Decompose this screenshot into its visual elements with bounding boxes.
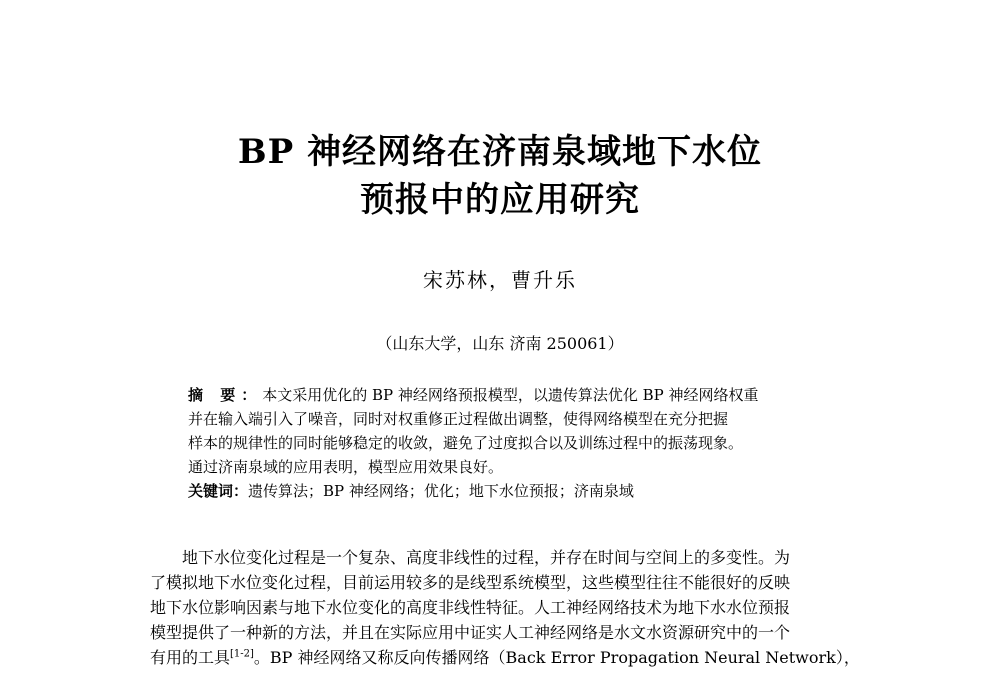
body-line: 模型提供了一种新的方法，并且在实际应用中证实人工神经网络是水文水资源研究中的一个 [150,623,791,642]
keywords-text: 遗传算法；BP 神经网络；优化；地下水位预报；济南泉域 [248,482,634,500]
abstract-line: 样本的规律性的同时能够稳定的收敛，避免了过度拟合以及训练过程中的振荡现象。 [188,434,744,452]
abstract-text: 本文采用优化的 BP 神经网络预报模型，以遗传算法优化 BP 神经网络权重 [262,386,759,404]
authors: 宋苏林，曹升乐 [423,268,577,292]
body-line: 地下水位变化过程是一个复杂、高度非线性的过程，并存在时间与空间上的多变性。为 [182,548,791,567]
abstract-label: 摘 要： [188,386,263,404]
body-line: 了模拟地下水位变化过程，目前运用较多的是线型系统模型，这些模型往往不能很好的反映 [150,573,791,592]
paper-title-line-1: BP 神经网络在济南泉域地下水位 [237,132,763,172]
abstract-block [188,383,828,503]
body-line: 地下水位影响因素与地下水位变化的高度非线性特征。人工神经网络技术为地下水水位预报 [150,598,791,617]
body-line [150,645,860,670]
body-paragraph [150,545,860,670]
abstract-line: 通过济南泉域的应用表明，模型应用效果良好。 [188,458,504,476]
abstract-line [188,383,828,407]
body-text-segment: 。BP 神经网络又称反向传播网络（Back Error Propagation Neural Network）， [253,648,860,667]
citation-ref: [1-2] [230,648,254,660]
affiliation: （山东大学，山东 济南 250061） [376,334,624,353]
paper-title-line-2: 预报中的应用研究 [360,180,640,220]
abstract-line: 并在输入端引入了噪音，同时对权重修正过程做出调整，使得网络模型在充分把握 [188,410,729,428]
keywords-label: 关键词： [188,482,249,500]
body-text-segment: 有用的工具 [150,648,231,667]
keywords-line [188,479,828,503]
